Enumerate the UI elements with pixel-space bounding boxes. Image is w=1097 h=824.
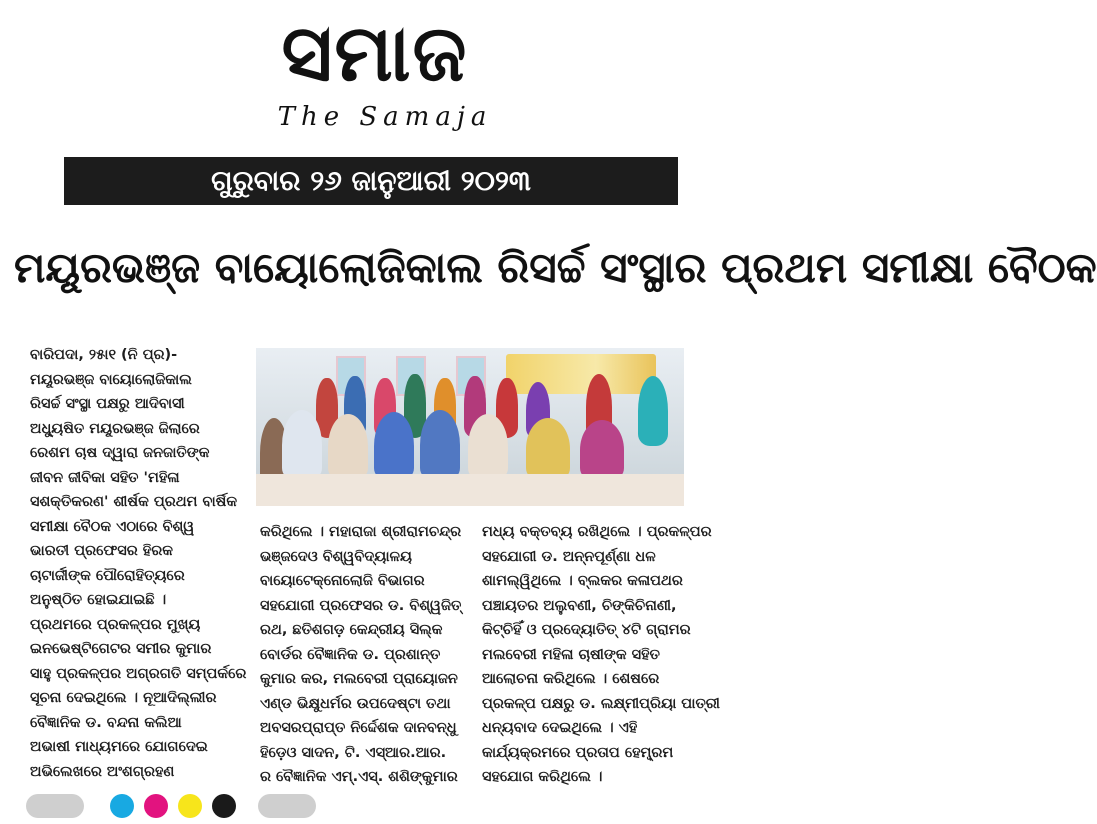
article-column-3 [482, 520, 720, 790]
text-line: ସମୀକ୍ଷା ବୈଠକ ଏଠାରେ ବିଶ୍ୱ [30, 518, 195, 535]
text-line: ପ୍ରକଳ୍ପ ପକ୍ଷରୁ ଡ. ଲକ୍ଷ୍ମୀପ୍ରିୟା ପାତ୍ରୀ [482, 695, 720, 712]
text-line: ଏଣ୍ଡ ଭିକ୍ଷୁଧର୍ମର ଉପଦେଷ୍ଟା ତଥା [260, 695, 451, 712]
text-line: ମଧ୍ୟ ବକ୍ତବ୍ୟ ରଖିଥିଲେ । ପ୍ରକଳ୍ପର [482, 524, 712, 540]
black-swatch [212, 794, 236, 818]
text-line: ଅଭିଲେଖରେ ଅଂଶଗ୍ରହଣ [30, 763, 175, 780]
text-line: କୁମାର କର, ମଲବେରୀ ପ୍ରାୟୋଜନ [260, 671, 458, 687]
text-line: ରିସର୍ଚ୍ଚ ସଂସ୍ଥା ପକ୍ଷରୁ ଆଦିବାସୀ [30, 396, 185, 412]
text-line: ସହଯୋଗୀ ପ୍ରଫେସର ଡ. ବିଶ୍ୱଜିତ୍ [260, 597, 462, 614]
text-line: ମଲବେରୀ ମହିଳା ଚାଷୀଙ୍କ ସହିତ [482, 646, 660, 663]
date-banner: ଗୁରୁବାର ୨୬ ଜାନୁଆରୀ ୨୦୨୩ [64, 157, 678, 205]
text-line: ଭଞ୍ଜଦେଓ ବିଶ୍ୱବିଦ୍ୟାଳୟ [260, 548, 412, 565]
gray-swatch-pill [258, 794, 316, 818]
photo-person [526, 418, 570, 480]
text-line: ପ୍ରଥମରେ ପ୍ରକଳ୍ପର ମୁଖ୍ୟ [30, 616, 201, 633]
text-line: ସଶକ୍ତିକରଣ' ଶୀର୍ଷକ ପ୍ରଥମ ବାର୍ଷିକ [30, 494, 238, 510]
yellow-swatch [178, 794, 202, 818]
text-line: ମୟୂରଭଞ୍ଜ ବାୟୋଲୋଜିକାଲ [30, 371, 192, 388]
text-line: ଇନଭେଷ୍ଟିଗେଟର ସମୀର କୁମାର [30, 641, 212, 657]
magenta-swatch [144, 794, 168, 818]
print-color-swatches [0, 782, 720, 824]
photo-table [256, 474, 684, 506]
text-line: ରେଶମ ଚାଷ ଦ୍ୱାରା ଜନଜାତିଙ୍କ [30, 445, 210, 461]
text-line: ସହଯୋଗ କରିଥିଲେ । [482, 769, 603, 785]
text-line: ଭାରତୀ ପ୍ରଫେସର ହିରକ [30, 543, 173, 559]
text-line: ବାରିପଦା, ୨୫ା୧ (ନି ପ୍ର)- [30, 347, 178, 363]
text-line: ବୈଜ୍ଞାନିକ ଡ. ବନ୍ଦନା କଲିଆ [30, 714, 182, 731]
text-line: ବୋର୍ଡର ବୈଜ୍ଞାନିକ ଡ. ପ୍ରଶାନ୍ତ [260, 646, 441, 663]
newspaper-logo: ସମାଜ [281, 8, 469, 99]
text-line: ସୂଚନା ଦେଇଥିଲେ । ନୂଆଦିଲ୍ଲୀର [30, 690, 217, 706]
photo-backdrop-banner [506, 354, 656, 394]
text-line: ସାହୁ ପ୍ରକଳ୍ପର ଅଗ୍ରଗତି ସମ୍ପର୍କରେ [30, 665, 247, 682]
text-line: ଜୀବନ ଜୀବିକା ସହିତ 'ମହିଳା [30, 469, 180, 486]
text-line: ଚାଟାର୍ଜୀଙ୍କ ପୌରୋହିତ୍ୟରେ [30, 567, 185, 584]
photo-person [282, 410, 322, 480]
text-line: କାର୍ଯ୍ୟକ୍ରମରେ ପ୍ରତାପ ହେମ୍ବ୍ରମ [482, 744, 674, 761]
text-line: ହିଡ଼େଓ ସାଦନ, ଟି. ଏସ୍ଆର.ଆର. [260, 744, 447, 761]
photo-person [420, 410, 460, 480]
text-line: ଆଲୋଚନା କରିଥିଲେ । ଶେଷରେ [482, 671, 660, 687]
photo-person [580, 420, 624, 480]
article-column-1 [30, 343, 255, 784]
text-line: କିଟ୍‌ଚିହିଁ ଓ ପ୍ରଦ୍ୟୋତିତ୍ ୪ଟି ଗ୍ରାମର [482, 622, 691, 638]
text-line: ର ବୈଜ୍ଞାନିକ ଏମ୍.ଏସ୍. ଶଶିଙ୍କୁମାର [260, 769, 458, 785]
article-headline: ମୟୂରଭଞ୍ଜ ବାୟୋଲୋଜିକାଲ ରିସର୍ଚ୍ଚ ସଂସ୍ଥାର ପ୍ରଥମ ସମୀକ୍ଷା ବୈଠକ [14, 243, 1097, 292]
text-line: କରିଥିଲେ । ମହାରାଜା ଶ୍ରୀରାମଚନ୍ଦ୍ର [260, 524, 462, 540]
text-line: ପଞ୍ଚାୟତର ଅଲୁବଣୀ, ଚିଙ୍କିଚିନାଣୀ, [482, 597, 677, 614]
text-line: ଅନୁଷ୍ଠିତ ହୋଇଯାଇଛି । [30, 592, 167, 608]
masthead [0, 0, 720, 140]
article-photo [256, 348, 684, 506]
photo-person [468, 414, 508, 480]
cyan-swatch [110, 794, 134, 818]
gray-swatch-pill [26, 794, 84, 818]
text-line: ଶାମଲ୍ୱିଥିଲେ । ବ୍ଲକର କଳାପଥର [482, 573, 683, 589]
photo-person [638, 376, 668, 446]
text-line: ଅଧ୍ୟୁଷିତ ମୟୂରଭଞ୍ଜ ଜିଲାରେ [30, 420, 200, 437]
text-line: ବାୟୋଟେକ୍ନୋଲୋଜି ବିଭାଗର [260, 573, 425, 589]
text-line: ଧନ୍ୟବାଦ ଦେଇଥିଲେ । ଏହି [482, 720, 638, 736]
text-line: ରଥ, ଛତିଶଗଡ଼ କେନ୍ଦ୍ରୀୟ ସିଲ୍କ [260, 622, 443, 638]
text-line: ଅବସରପ୍ରାପ୍ତ ନିର୍ଦ୍ଦେଶକ ଦାନବନ୍ଧୁ [260, 720, 457, 736]
article-column-2 [260, 520, 470, 790]
text-line: ଅଭାଷୀ ମାଧ୍ୟମରେ ଯୋଗଦେଇ [30, 739, 208, 755]
text-line: ସହଯୋଗୀ ଡ. ଅନ୍ନପୂର୍ଣ୍ଣା ଧଳ [482, 548, 656, 565]
photo-person [374, 412, 414, 480]
newspaper-logo-subtitle: The Samaja [277, 102, 493, 132]
photo-person [328, 414, 368, 480]
